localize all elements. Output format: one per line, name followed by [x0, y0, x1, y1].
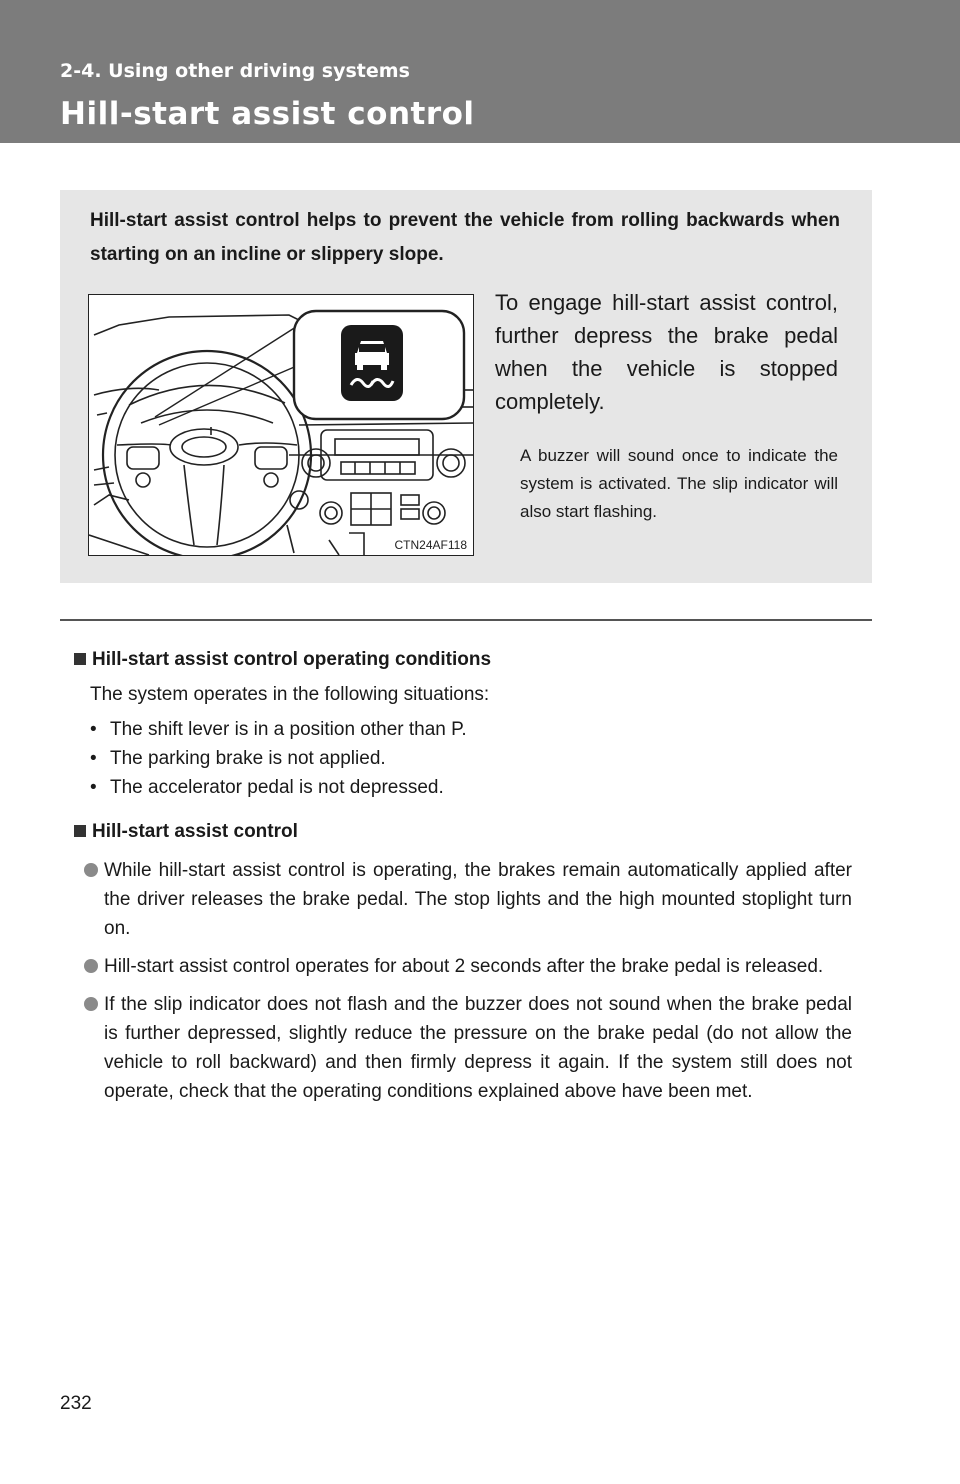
list-item: • The shift lever is in a position other than P.: [90, 719, 467, 740]
operating-conditions-section: [72, 645, 852, 802]
list-item: While hill-start assist control is operating, the brakes remain automatically applied after the driver releases the brake pedal. The stop lights and the high mounted stoplight turn on.: [84, 856, 852, 943]
square-bullet-icon: [74, 825, 86, 837]
page-header: [0, 0, 960, 143]
list-item: • The parking brake is not applied.: [90, 748, 386, 769]
dashboard-illustration: [88, 294, 474, 556]
list-item: Hill-start assist control operates for about 2 seconds after the brake pedal is released.: [84, 952, 852, 981]
page-title: Hill-start assist control: [60, 96, 475, 132]
figure-code: CTN24AF118: [394, 538, 467, 552]
circle-bullet-icon: [84, 863, 98, 877]
circle-bullet-icon: [84, 959, 98, 973]
square-bullet-icon: [74, 653, 86, 665]
section-intro: The system operates in the following situations:: [90, 684, 490, 705]
section-heading: [72, 645, 852, 674]
intro-note: A buzzer will sound once to indicate the system is activated. The slip indicator will also start flashing.: [520, 446, 838, 521]
page-number: 232: [60, 1393, 92, 1414]
heading-text: Hill-start assist control operating conditions: [92, 649, 492, 670]
section-label: 2-4. Using other driving systems: [60, 60, 410, 82]
slip-indicator-icon: [341, 325, 403, 401]
intro-summary: Hill-start assist control helps to prevent the vehicle from rolling backwards when starting on an incline or slippery slope.: [90, 210, 840, 265]
heading-text: Hill-start assist control: [92, 821, 298, 842]
intro-instruction: To engage hill-start assist control, further depress the brake pedal when the vehicle is stopped completely.: [495, 290, 838, 414]
divider: [60, 619, 872, 621]
intro-box: [60, 190, 872, 583]
list-item: If the slip indicator does not flash and the buzzer does not sound when the brake pedal is further depressed, slightly reduce the pressure on the brake pedal (do not allow the vehicle to roll backward) and then firmly depress it again. If the system still does not operate, check that the operating conditions explained above have been met.: [84, 990, 852, 1106]
list-item: • The accelerator pedal is not depressed.: [90, 777, 444, 798]
section-heading: [72, 817, 852, 846]
circle-bullet-icon: [84, 997, 98, 1011]
hill-start-section: [72, 817, 852, 1115]
